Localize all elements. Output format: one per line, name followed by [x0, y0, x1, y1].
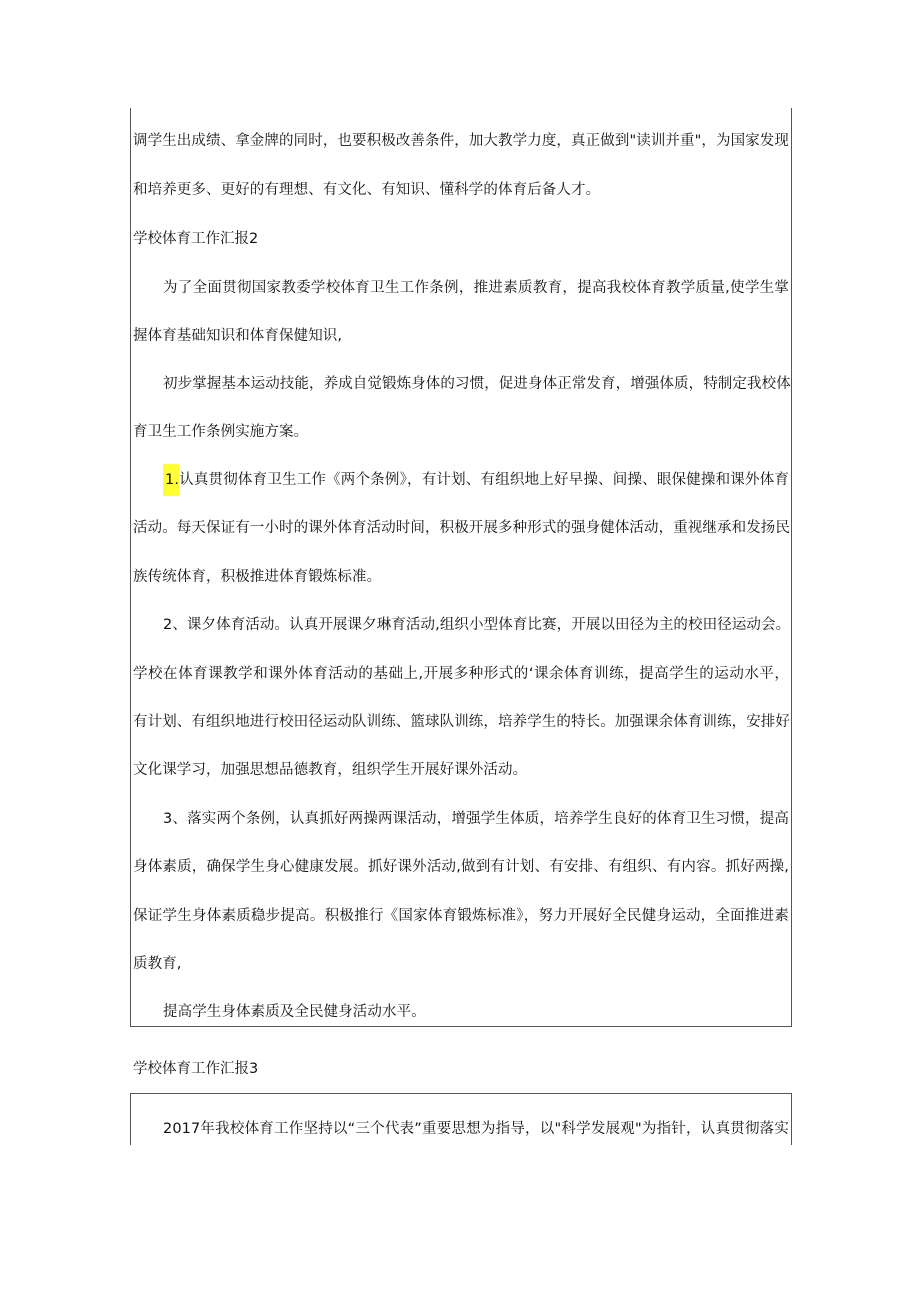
paragraph-line: 质教育, — [133, 956, 182, 972]
paragraph-line: 初步掌握基本运动技能，养成自觉锻炼身体的习惯，促进身体正常发育，增强体质，特制定我校体 — [163, 376, 791, 392]
paragraph-line: 身体素质，确保学生身心健康发展。抓好课外活动,做到有计划、有安排、有组织、有内容。抓好两操, — [133, 859, 789, 875]
paragraph-text: 认真贯彻体育卫生工作《两个条例》，有计划、有组织地上好早操、间操、眼保健操和课外体育 — [179, 472, 789, 488]
paragraph-line: 学校在体育课教学和课外体育活动的基础上,开展多种形式的‘课余体育训练，提高学生的运动水平， — [133, 666, 789, 682]
highlighted-number: 1. — [163, 464, 179, 496]
paragraph-line: 为了全面贯彻国家教委学校体育卫生工作条例，推进素质教育，提高我校体育教学质量,使学生掌 — [163, 280, 789, 296]
paragraph-line: 有计划、有组织地进行校田径运动队训练、篮球队训练，培养学生的特长。加强课余体育训练，安排好 — [133, 714, 790, 730]
paragraph-line: 保证学生身体素质稳步提高。积极推行《国家体育锻炼标准》，努力开展好全民健身运动，全面推进素 — [133, 908, 789, 924]
paragraph-line: 3、落实两个条例，认真抓好两操两课活动，增强学生体质，培养学生良好的体育卫生习惯，提高 — [163, 811, 789, 827]
paragraph-line: 文化课学习，加强思想品德教育，组织学生开展好课外活动。 — [133, 762, 528, 778]
paragraph-line: 活动。每天保证有一小时的课外体育活动时间，积极开展多种形式的强身健体活动，重视继承和发扬民 — [133, 520, 790, 536]
paragraph-line: 握体育基础知识和体育保健知识, — [133, 328, 343, 344]
paragraph-line: 2017年我校体育工作坚持以“三个代表”重要思想为指导，以"科学发展观"为指针，认真贯彻落实 — [163, 1121, 789, 1137]
paragraph-line — [163, 470, 789, 496]
paragraph-line: 提高学生身体素质及全民健身活动水平。 — [163, 1004, 426, 1020]
paragraph-line: 和培养更多、更好的有理想、有文化、有知识、懂科学的体育后备人才。 — [133, 182, 601, 198]
section-heading: 学校体育工作汇报3 — [133, 1061, 259, 1077]
paragraph-line: 族传统体育，积极推进体育锻炼标准。 — [133, 569, 382, 585]
section-heading: 学校体育工作汇报2 — [133, 231, 259, 247]
paragraph-line: 调学生出成绩、拿金牌的同时，也要积极改善条件，加大教学力度，真正做到"读训并重"，为国家发现 — [133, 133, 789, 149]
paragraph-line: 2、课夕体育活动。认真开展课夕琳育活动,组织小型体育比赛，开展以田径为主的校田径运动会。 — [163, 617, 791, 633]
paragraph-line: 育卫生工作条例实施方案。 — [133, 424, 309, 440]
